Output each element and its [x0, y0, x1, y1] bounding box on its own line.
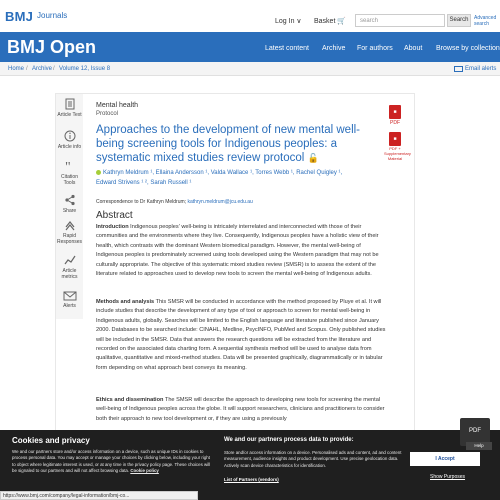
email-icon: [454, 66, 463, 72]
abstract-methods: Methods and analysis This SMSR will be conducted in accordance with the method proposed by Pluye et al. It will include studies that describe the development of any type of tool or approach to screen for mental well-being in Indigenous adults, globally. Searches will be limited to the English language and literature published since January 2000. Databases to be searched include: CINAHL, Medline, PsycINFO, PubMed and Scopus. Only published studies will be included in the SMSR. Data that answers the research questions will be extracted from the literature and recorded on the associated data charting form. A sequential synthesis method will be used to analyse data from qualitative, quantitative and mixed-method studies. Data will be presented graphically, diagrammatically or in tabular form depending on what approach best conveys its meaning.: [96, 299, 386, 371]
journals-label[interactable]: Journals: [37, 11, 68, 20]
article-title-text: Approaches to the development of new mental well-being screening tools for Indigenous peoples: a systematic mixed studies review protocol: [96, 124, 361, 164]
pdf-supplementary-link[interactable]: PDF + Supplementary Material: [384, 146, 411, 161]
pdf-supplementary-icon[interactable]: ■: [389, 132, 401, 146]
journal-header: [0, 32, 500, 62]
breadcrumb-separator: /: [26, 66, 28, 72]
metrics-icon: [64, 254, 76, 266]
status-bar-url: https://www.bmj.com/company/legal-information/bmj-co...: [0, 491, 198, 500]
sidebar-label: Article metrics: [61, 268, 78, 280]
correspondence: Correspondence to Dr Kathryn Meldrum; kathryn.meldrum@jcu.edu.au: [96, 199, 253, 205]
breadcrumb-issue[interactable]: Volume 12, Issue 8: [59, 66, 111, 72]
advanced-search-link[interactable]: Advanced search: [474, 15, 497, 27]
nav-about[interactable]: About: [404, 45, 423, 52]
author-line[interactable]: Edward Strivens ¹ ², Sarah Russell ¹: [96, 180, 192, 186]
abstract-introduction: Introduction Indigenous peoples' well-being is intricately interrelated and interconnected with those of their communities and the environments where they live. Consequently, Indigenous peoples have a holistic view of their health, which contrasts with the dominant Western biomedical paradigm. However, the mental well-being of Indigenous peoples is predominately screened using tools developed using the Western paradigm that may not be culturally appropriate. The objective of this systematic mixed studies review (SMSR) is to assess the extent of the literature related to approaches used to develop new tools to screen the mental well-being of Indigenous adults.: [96, 224, 379, 278]
sidebar-item-citation-tools[interactable]: [56, 160, 83, 186]
basket-link[interactable]: Basket 🛒: [314, 18, 347, 25]
pdf-downloads: [384, 105, 411, 161]
svg-text:": ": [64, 160, 71, 172]
nav-archive[interactable]: Archive: [322, 45, 346, 52]
accept-cookies-button[interactable]: I Accept: [410, 452, 480, 466]
article-type: Protocol: [96, 111, 119, 117]
abstract-heading: Abstract: [96, 210, 133, 221]
breadcrumb-separator: /: [53, 66, 55, 72]
breadcrumb-archive[interactable]: Archive: [32, 66, 53, 72]
cookie-policy-link[interactable]: Cookie policy: [130, 468, 159, 474]
top-bar: [0, 0, 500, 32]
login-link[interactable]: Log In ∨: [275, 18, 302, 25]
article-title: [96, 123, 371, 165]
mail-icon: [63, 291, 77, 301]
search-button[interactable]: Search: [447, 14, 471, 27]
article-text-icon: [65, 98, 75, 110]
abstract-ethics: Ethics and dissemination The SMSR will describe the approach to developing new tools for screening the mental well-being of Indigenous peoples across the globe. It will support researchers, clinicians and practitioners to consider both their approach to new tool development or, if they are using a previously: [96, 397, 385, 422]
correspondence-email-link[interactable]: kathryn.meldrum@jcu.edu.au: [187, 199, 253, 205]
sidebar-item-alerts[interactable]: [56, 291, 83, 309]
pdf-icon[interactable]: ■: [389, 105, 401, 119]
cookie-body: We and our partners store and/or access information on a device, such as unique IDs in cookies to process personal data. You may accept or manage your choices by clicking below, including your right to object where legitimate interest is used, or at any time in the privacy policy page. These choices will be signaled to our partners and will not affect browsing data. Cookie policy: [12, 449, 211, 474]
cookie-banner: [0, 430, 500, 500]
journal-title[interactable]: BMJ Open: [7, 37, 97, 57]
section-label: Ethics and dissemination: [96, 397, 164, 403]
nav-browse-by-collection[interactable]: Browse by collection: [436, 45, 500, 52]
sidebar-label: Article info: [57, 144, 82, 150]
floating-pdf-button[interactable]: PDF: [460, 418, 490, 446]
breadcrumb: [0, 62, 500, 76]
section-label: Methods and analysis: [96, 299, 155, 305]
pdf-link[interactable]: PDF: [390, 120, 400, 126]
bmj-logo[interactable]: BMJ: [5, 9, 34, 24]
article-sidebar: [56, 94, 83, 319]
breadcrumb-home[interactable]: Home: [8, 66, 25, 72]
sidebar-item-rapid-responses[interactable]: [56, 219, 83, 245]
article-category[interactable]: Mental health: [96, 102, 139, 109]
sidebar-item-article-text[interactable]: [56, 98, 83, 118]
sidebar-item-article-info[interactable]: [56, 130, 83, 150]
section-label: Introduction: [96, 224, 129, 230]
cookie-heading: Cookies and privacy: [12, 436, 90, 445]
sidebar-label: Rapid Responses: [56, 233, 82, 245]
sidebar-label: Share: [62, 208, 77, 214]
sidebar-label: Citation Tools: [61, 174, 78, 186]
author-list: [96, 168, 381, 188]
email-alerts-link[interactable]: Email alerts: [465, 66, 497, 72]
sidebar-label: Alerts: [63, 303, 76, 309]
responses-icon: [64, 219, 76, 231]
help-button[interactable]: Help: [466, 442, 492, 450]
nav-latest-content[interactable]: Latest content: [265, 45, 309, 52]
cookie-purposes-heading: We and our partners process data to provide:: [224, 437, 354, 443]
quote-icon: [64, 160, 76, 172]
orcid-icon: [96, 170, 101, 175]
info-icon: [64, 130, 76, 142]
show-purposes-link[interactable]: Show Purposes: [430, 474, 466, 480]
sidebar-label: Article Text: [57, 112, 82, 118]
partners-link[interactable]: List of Partners (vendors): [224, 477, 279, 482]
search-input[interactable]: search: [355, 14, 445, 27]
share-icon: [64, 194, 76, 206]
sidebar-item-article-metrics[interactable]: [56, 254, 83, 280]
sidebar-item-share[interactable]: [56, 194, 83, 214]
open-access-icon: 🔓: [307, 153, 319, 163]
cookie-purposes-body: Store and/or access information on a device. Personalised ads and content, ad and content measurement, audience insights and product development. Use precise geolocation data. Actively scan device characteristics for identification.: [224, 450, 402, 468]
nav-for-authors[interactable]: For authors: [357, 45, 393, 52]
author-line[interactable]: Kathryn Meldrum ¹, Ellaina Andersson ¹, Valda Wallace ¹, Torres Webb ¹, Rachel Quigley ¹,: [96, 168, 381, 178]
